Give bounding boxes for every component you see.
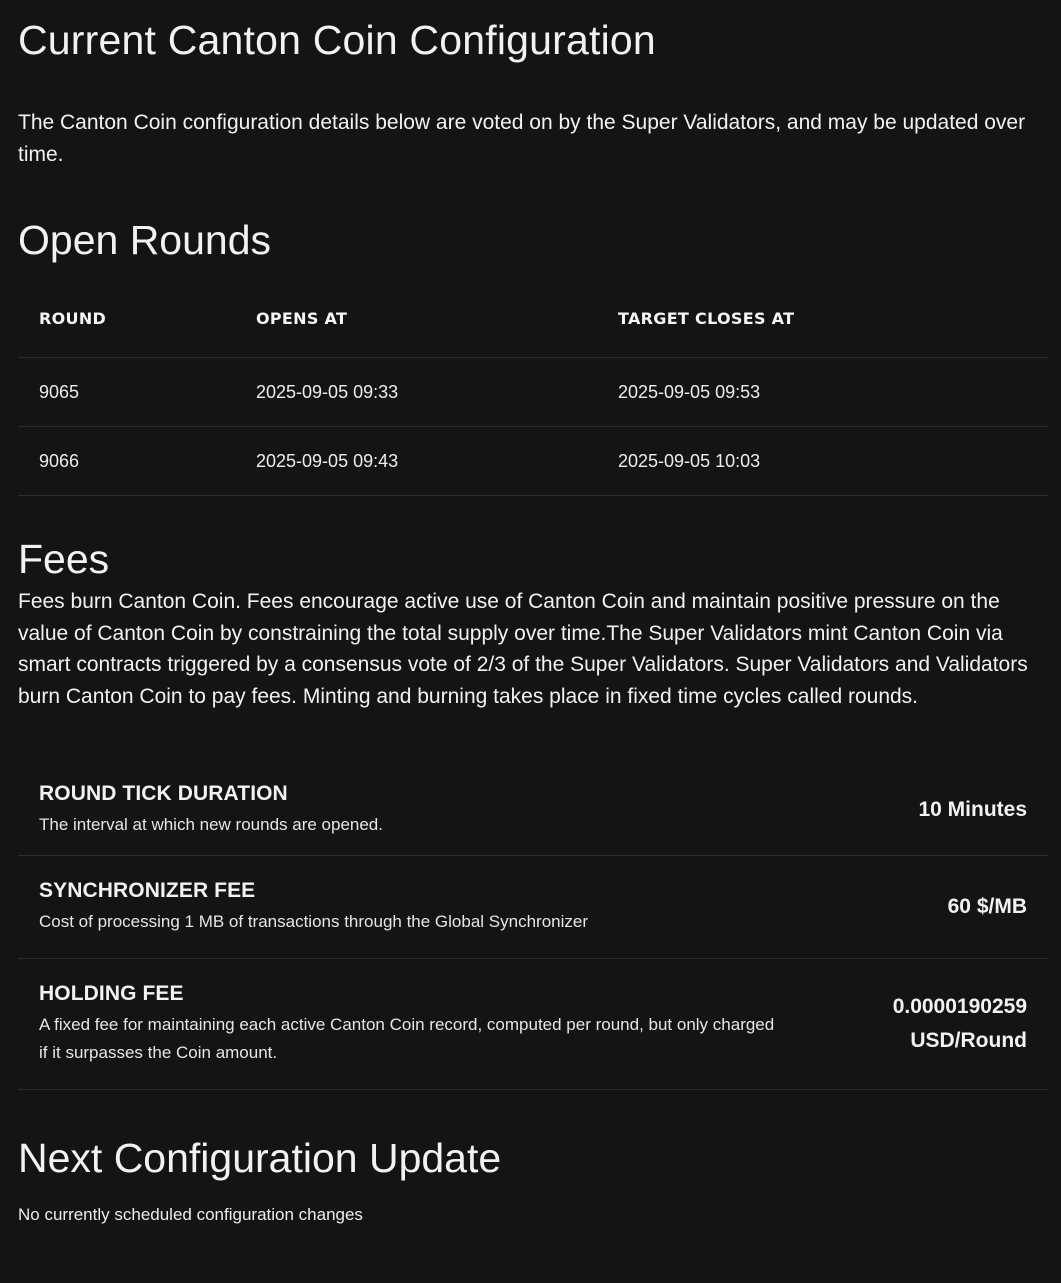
fee-value: 10 Minutes: [918, 798, 1027, 821]
fees-title: Fees: [18, 536, 110, 582]
fee-item-round-tick-duration: [18, 765, 1048, 856]
column-header-target-closes-at: TARGET CLOSES AT: [597, 279, 1048, 358]
fee-item-holding-fee: [18, 959, 1048, 1090]
fee-list: [18, 765, 1048, 1090]
page-intro: The Canton Coin configuration details below are voted on by the Super Validators, and may be updated over time.: [18, 111, 1026, 166]
target-closes-at-cell: 2025-09-05 10:03: [597, 427, 1048, 496]
fee-description: Cost of processing 1 MB of transactions through the Global Synchronizer: [39, 912, 589, 931]
fees-description: Fees burn Canton Coin. Fees encourage active use of Canton Coin and maintain positive pressure on the value of Canton Coin by constraining the total supply over time.The Super Validators mint Canton Coin via smart contracts triggered by a consensus vote of 2/3 of the Super Validators. Super Validators and Validators burn Canton Coin to pay fees. Minting and burning takes place in fixed time cycles called rounds.: [18, 590, 1028, 708]
table-header-row: [18, 279, 1048, 358]
page-title: Current Canton Coin Configuration: [18, 17, 656, 63]
fee-value: 0.0000190259 USD/Round: [892, 995, 1027, 1052]
fee-description: A fixed fee for maintaining each active Canton Coin record, computed per round, but only charged if it surpasses the Coin amount.: [39, 1015, 775, 1062]
open-rounds-title: Open Rounds: [18, 217, 272, 263]
fee-info: [39, 781, 383, 839]
opens-at-cell: 2025-09-05 09:33: [235, 358, 597, 427]
table-row: [18, 358, 1048, 427]
fee-name: HOLDING FEE: [39, 982, 184, 1005]
fee-info: [39, 878, 588, 936]
open-rounds-table: [18, 279, 1048, 496]
round-cell: 9066: [18, 427, 235, 496]
next-configuration-update-text: No currently scheduled configuration changes: [18, 1205, 363, 1224]
fee-info: [39, 981, 779, 1067]
round-cell: 9065: [18, 358, 235, 427]
column-header-round: ROUND: [18, 279, 235, 358]
fee-name: ROUND TICK DURATION: [39, 782, 288, 805]
fee-item-synchronizer-fee: [18, 856, 1048, 959]
fee-name: SYNCHRONIZER FEE: [39, 879, 256, 902]
table-row: [18, 427, 1048, 496]
opens-at-cell: 2025-09-05 09:43: [235, 427, 597, 496]
fee-description: The interval at which new rounds are opened.: [39, 815, 383, 834]
fee-value: 60 $/MB: [947, 895, 1027, 918]
next-configuration-update-title: Next Configuration Update: [18, 1135, 502, 1181]
column-header-opens-at: OPENS AT: [235, 279, 597, 358]
target-closes-at-cell: 2025-09-05 09:53: [597, 358, 1048, 427]
